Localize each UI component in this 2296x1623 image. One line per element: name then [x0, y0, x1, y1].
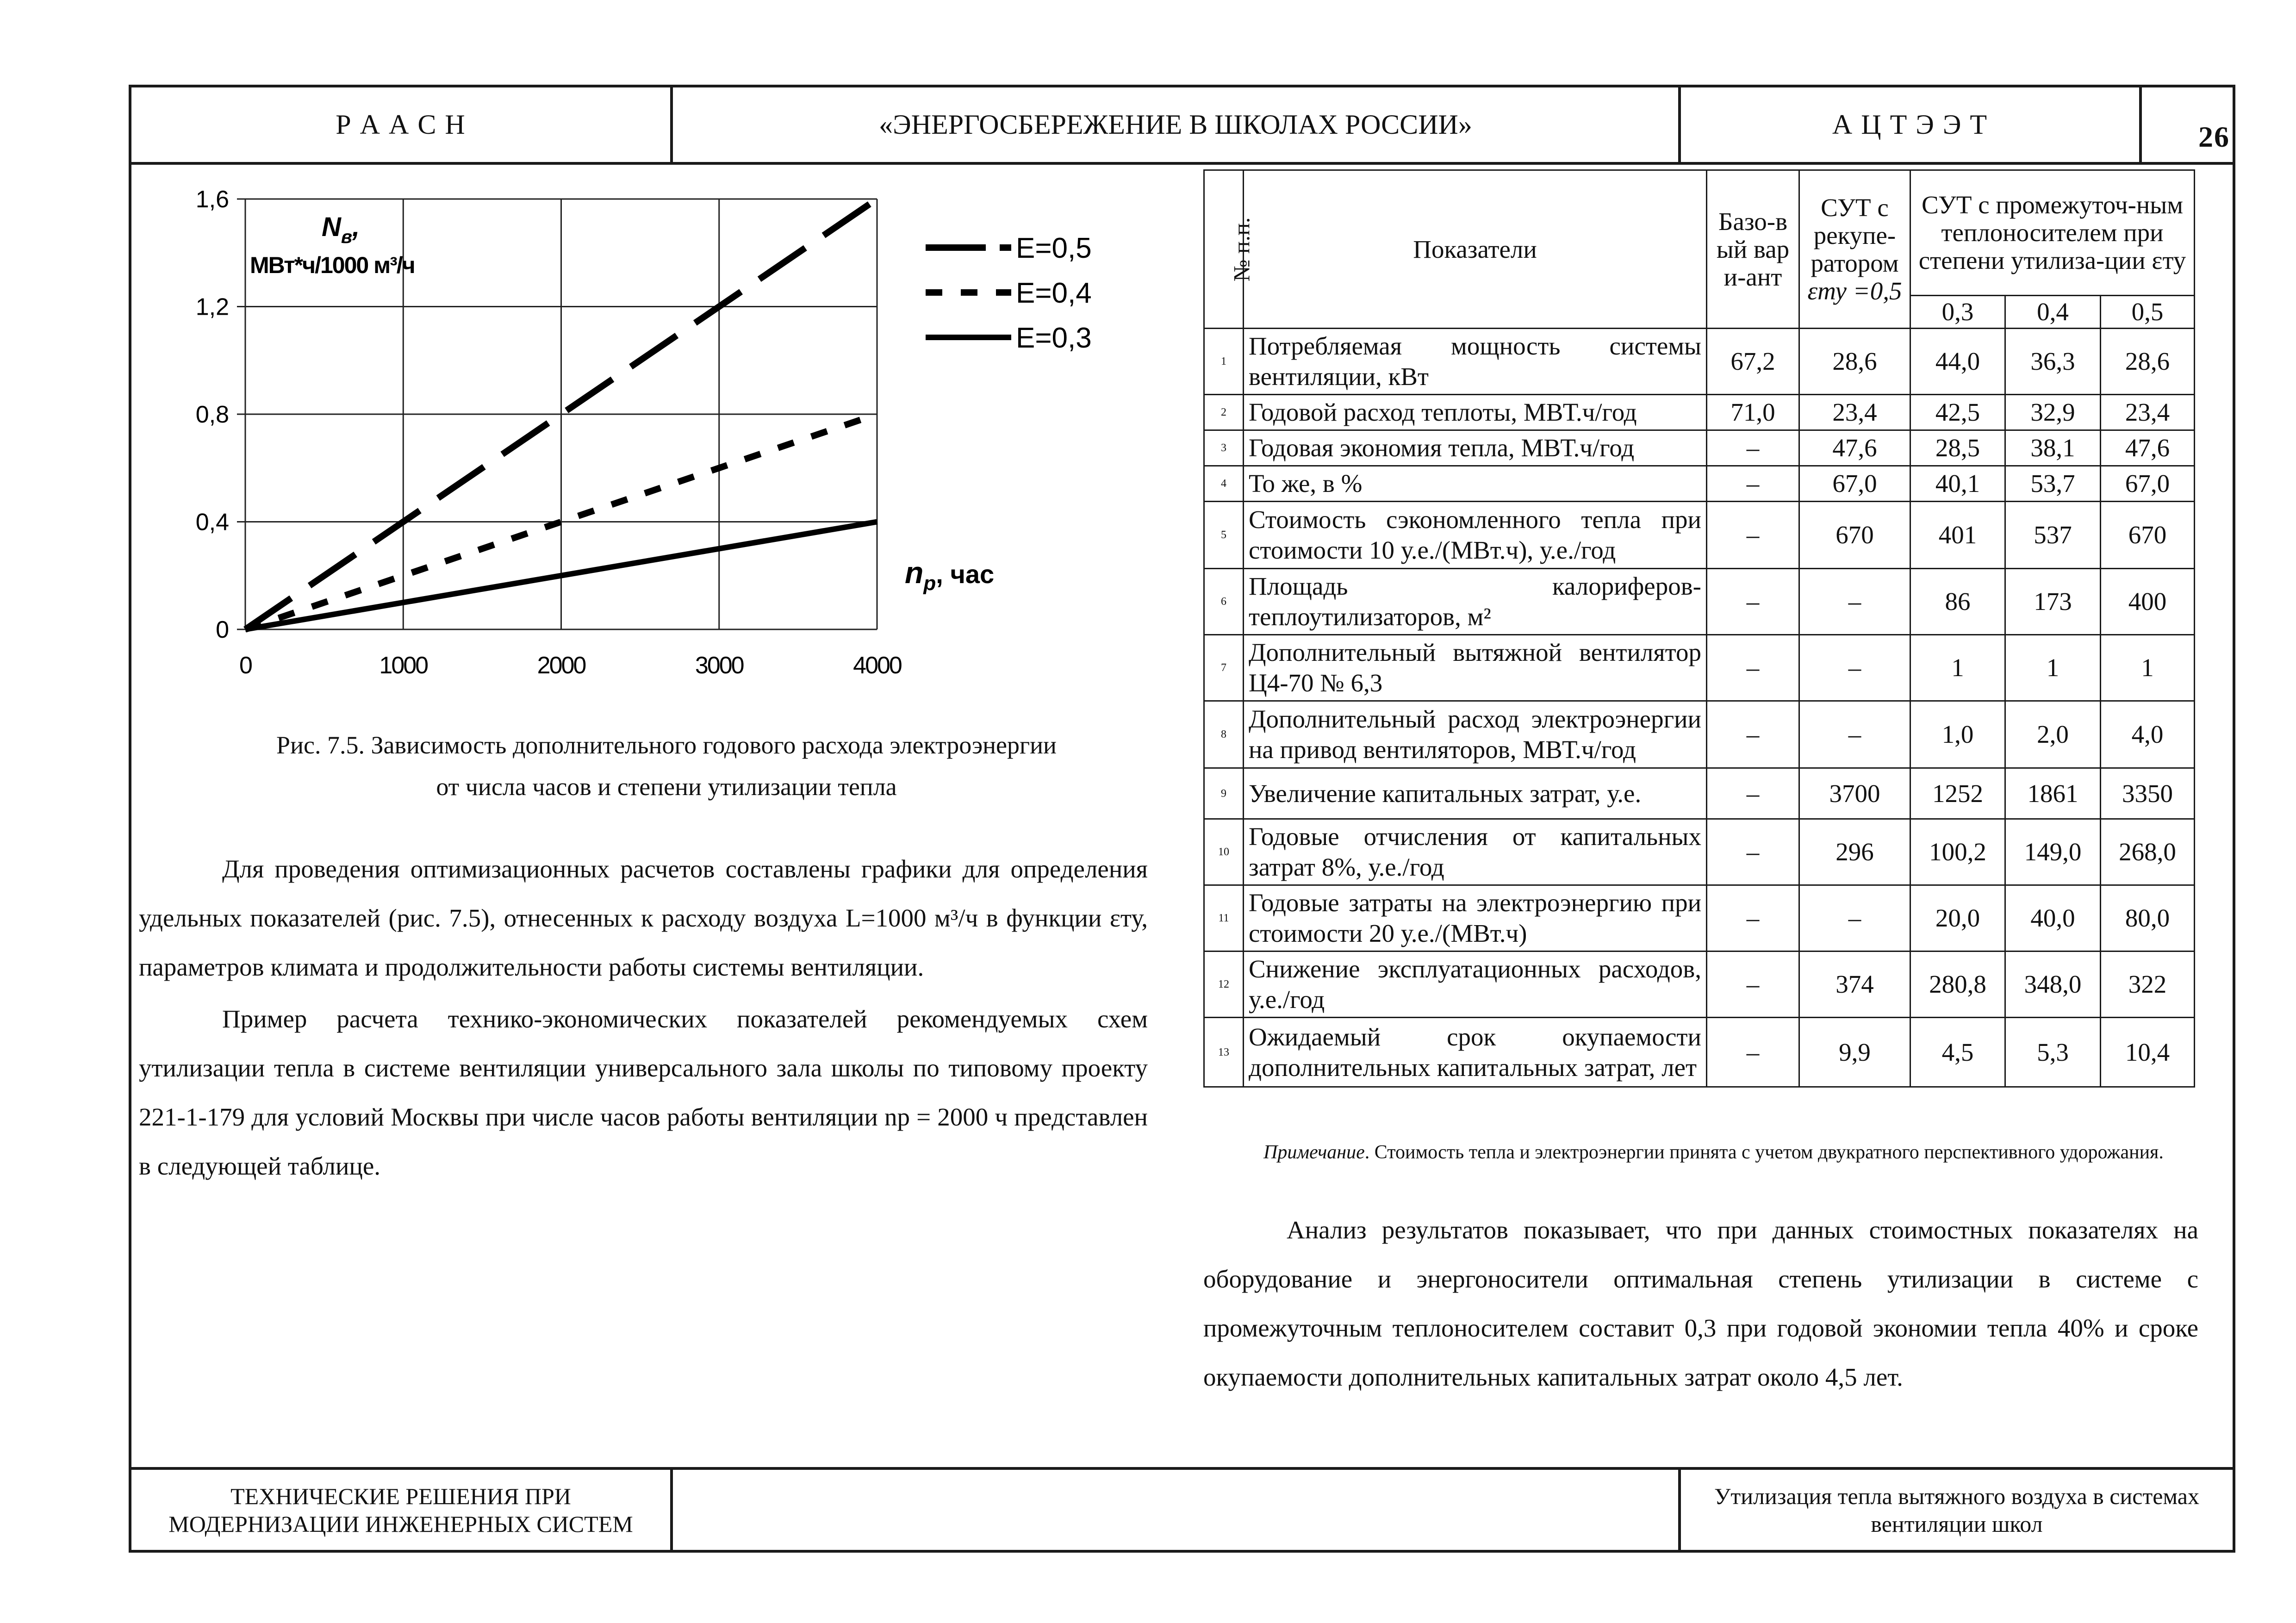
footer-center — [673, 1470, 1678, 1550]
table-row — [1204, 430, 2195, 466]
x-tick-label: 2000 — [537, 652, 585, 679]
row-recuperator: – — [1799, 885, 1910, 951]
legend-label-2: E=0,4 — [1016, 277, 1092, 309]
paragraph-1: Для проведения оптимизационных расчетов составлены графики для определения удельных показателей (рис. 7.5), отнесенных к расходу воздуха L=1000 м³/ч в функции εту, параметров климата и продолжительности работы системы вентиляции. — [139, 855, 1148, 981]
row-e04: 53,7 — [2005, 466, 2101, 502]
header-left: Р А А С Н — [336, 109, 466, 140]
table-row — [1204, 569, 2195, 635]
row-number: 4 — [1204, 466, 1244, 502]
row-base: – — [1707, 701, 1799, 768]
header-intermediate: СУТ с промежуточ-ным теплоносителем при степени утилиза-ции εту — [1910, 170, 2195, 296]
chart-legend — [926, 232, 1092, 354]
row-e04: 348,0 — [2005, 951, 2101, 1018]
table-row — [1204, 395, 2195, 430]
table-row — [1204, 701, 2195, 768]
row-e03: 1252 — [1910, 768, 2005, 819]
row-recuperator: 374 — [1799, 951, 1910, 1018]
row-e03: 28,5 — [1910, 430, 2005, 466]
note-text: . Стоимость тепла и электроэнергии принята с учетом двукратного перспективного удорожания. — [1364, 1142, 2164, 1163]
row-number: 9 — [1204, 768, 1244, 819]
table-row — [1204, 819, 2195, 885]
row-e05: 80,0 — [2101, 885, 2195, 951]
row-e05: 47,6 — [2101, 430, 2195, 466]
table-row — [1204, 466, 2195, 502]
table-row — [1204, 951, 2195, 1018]
row-indicator: Снижение эксплуатационных расходов, у.е./год — [1244, 951, 1707, 1018]
figure-caption-line1: Рис. 7.5. Зависимость дополнительного годового расхода электроэнергии — [276, 731, 1057, 759]
row-e03: 4,5 — [1910, 1018, 2005, 1087]
row-number: 2 — [1204, 395, 1244, 430]
row-base: – — [1707, 1018, 1799, 1087]
row-e04: 1 — [2005, 635, 2101, 701]
row-e05: 322 — [2101, 951, 2195, 1018]
y-tick-label: 1,6 — [195, 186, 229, 213]
header-base: Базо-вый вари-ант — [1707, 170, 1799, 329]
row-e03: 401 — [1910, 502, 2005, 569]
row-indicator: Площадь калориферов-теплоутилизаторов, м² — [1244, 569, 1707, 635]
y-tick-label: 0 — [216, 616, 229, 643]
row-base: – — [1707, 951, 1799, 1018]
row-base: – — [1707, 885, 1799, 951]
header-number: № п.п. — [1204, 170, 1244, 329]
row-e05: 670 — [2101, 502, 2195, 569]
x-tick-label: 0 — [239, 652, 251, 679]
table-note — [1203, 1134, 2198, 1171]
row-e05: 23,4 — [2101, 395, 2195, 430]
row-e04: 36,3 — [2005, 329, 2101, 395]
figure-caption — [139, 724, 1194, 808]
table-row — [1204, 885, 2195, 951]
table-row — [1204, 635, 2195, 701]
row-recuperator: 47,6 — [1799, 430, 1910, 466]
row-recuperator: – — [1799, 701, 1910, 768]
row-e05: 3350 — [2101, 768, 2195, 819]
row-e04: 149,0 — [2005, 819, 2101, 885]
row-indicator: Годовая экономия тепла, МВТ.ч/год — [1244, 430, 1707, 466]
row-e05: 268,0 — [2101, 819, 2195, 885]
row-number: 13 — [1204, 1018, 1244, 1087]
row-e05: 4,0 — [2101, 701, 2195, 768]
row-indicator: Дополнительный расход электроэнергии на привод вентиляторов, МВТ.ч/год — [1244, 701, 1707, 768]
row-base: – — [1707, 768, 1799, 819]
x-axis-label — [905, 555, 994, 595]
row-indicator: Дополнительный вытяжной вентилятор Ц4-70 № 6,3 — [1244, 635, 1707, 701]
y-tick-label: 0,8 — [195, 401, 229, 428]
y-tick-label: 1,2 — [195, 293, 229, 321]
row-e03: 100,2 — [1910, 819, 2005, 885]
left-text — [139, 845, 1148, 1191]
row-base: 67,2 — [1707, 329, 1799, 395]
row-base: – — [1707, 430, 1799, 466]
row-recuperator: 67,0 — [1799, 466, 1910, 502]
table-row — [1204, 768, 2195, 819]
footer-left: ТЕХНИЧЕСКИЕ РЕШЕНИЯ ПРИ МОДЕРНИЗАЦИИ ИНЖЕНЕРНЫХ СИСТЕМ — [168, 1483, 633, 1537]
row-e04: 32,9 — [2005, 395, 2101, 430]
row-indicator: Потребляемая мощность системы вентиляции, кВт — [1244, 329, 1707, 395]
row-number: 5 — [1204, 502, 1244, 569]
header-divider — [129, 162, 2235, 165]
indicators-table — [1203, 169, 2195, 1088]
row-base: – — [1707, 502, 1799, 569]
row-number: 12 — [1204, 951, 1244, 1018]
row-recuperator: – — [1799, 635, 1910, 701]
row-recuperator: 3700 — [1799, 768, 1910, 819]
footer-right: Утилизация тепла вытяжного воздуха в системах вентиляции школ — [1714, 1483, 2199, 1537]
row-number: 3 — [1204, 430, 1244, 466]
row-e03: 42,5 — [1910, 395, 2005, 430]
row-recuperator: 28,6 — [1799, 329, 1910, 395]
x-axis-units: , час — [936, 560, 995, 589]
row-recuperator: 9,9 — [1799, 1018, 1910, 1087]
line-chart — [167, 176, 1176, 708]
row-e03: 44,0 — [1910, 329, 2005, 395]
row-e04: 537 — [2005, 502, 2101, 569]
table-row — [1204, 329, 2195, 395]
legend-label-1: E=0,5 — [1016, 232, 1092, 264]
row-indicator: Увеличение капитальных затрат, у.е. — [1244, 768, 1707, 819]
row-e03: 280,8 — [1910, 951, 2005, 1018]
header-e03: 0,3 — [1910, 296, 2005, 329]
row-e03: 1,0 — [1910, 701, 2005, 768]
y-tick-label: 0,4 — [195, 509, 229, 536]
row-number: 1 — [1204, 329, 1244, 395]
row-e03: 20,0 — [1910, 885, 2005, 951]
row-e03: 1 — [1910, 635, 2005, 701]
table-row — [1204, 502, 2195, 569]
row-e04: 2,0 — [2005, 701, 2101, 768]
row-number: 8 — [1204, 701, 1244, 768]
x-tick-label: 1000 — [379, 652, 428, 679]
row-e05: 28,6 — [2101, 329, 2195, 395]
header-recuperator: СУТ с рекупе-ратором εту =0,5 — [1799, 170, 1910, 329]
row-base: – — [1707, 466, 1799, 502]
x-axis-subscript: p — [923, 572, 936, 595]
y-axis-label: $N_в$, — [322, 212, 360, 247]
page-number: 26 — [2198, 120, 2230, 153]
row-indicator: Годовые затраты на электроэнергию при стоимости 20 у.е./(МВт.ч) — [1244, 885, 1707, 951]
row-number: 10 — [1204, 819, 1244, 885]
row-base: – — [1707, 819, 1799, 885]
legend-label-3: E=0,3 — [1016, 322, 1092, 354]
row-e05: 400 — [2101, 569, 2195, 635]
row-indicator: То же, в % — [1244, 466, 1707, 502]
header-e04: 0,4 — [2005, 296, 2101, 329]
paragraph-2: Пример расчета технико-экономических показателей рекомендуемых схем утилизации тепла в системе вентиляции универсального зала школы по типовому проекту 221-1-179 для условий Москвы при числе часов работы вентиляции nр = 2000 ч представлен в следующей таблице. — [139, 1005, 1148, 1180]
row-base: – — [1707, 635, 1799, 701]
y-axis-symbol: N — [322, 212, 341, 242]
row-number: 6 — [1204, 569, 1244, 635]
note-label: Примечание — [1263, 1142, 1365, 1163]
header-recuperator-eps: εту =0,5 — [1807, 276, 1902, 305]
row-e05: 1 — [2101, 635, 2195, 701]
row-indicator: Стоимость сэкономленного тепла при стоимости 10 у.е./(МВт.ч), у.е./год — [1244, 502, 1707, 569]
row-indicator: Ожидаемый срок окупаемости дополнительных капитальных затрат, лет — [1244, 1018, 1707, 1087]
header-right: А Ц Т Э Э Т — [1832, 109, 1988, 140]
row-base: – — [1707, 569, 1799, 635]
header-e05: 0,5 — [2101, 296, 2195, 329]
row-base: 71,0 — [1707, 395, 1799, 430]
row-e04: 173 — [2005, 569, 2101, 635]
figure-caption-line2: от числа часов и степени утилизации тепла — [436, 773, 897, 801]
y-axis-units: МВт*ч/1000 м³/ч — [250, 252, 415, 278]
row-recuperator: 670 — [1799, 502, 1910, 569]
row-recuperator: 296 — [1799, 819, 1910, 885]
x-axis-symbol: n — [905, 555, 924, 590]
row-e05: 67,0 — [2101, 466, 2195, 502]
row-e04: 40,0 — [2005, 885, 2101, 951]
row-e04: 5,3 — [2005, 1018, 2101, 1087]
x-tick-label: 3000 — [695, 652, 743, 679]
header-indicator: Показатели — [1244, 170, 1707, 329]
row-indicator: Годовые отчисления от капитальных затрат 8%, у.е./год — [1244, 819, 1707, 885]
x-tick-label: 4000 — [853, 652, 901, 679]
row-number: 11 — [1204, 885, 1244, 951]
row-indicator: Годовой расход теплоты, МВТ.ч/год — [1244, 395, 1707, 430]
header-center: «ЭНЕРГОСБЕРЕЖЕНИЕ В ШКОЛАХ РОССИИ» — [879, 109, 1472, 140]
row-e04: 38,1 — [2005, 430, 2101, 466]
analysis-text: Анализ результатов показывает, что при данных стоимостных показателях на оборудование и энергоносители оптимальная степень утилизации в системе с промежуточным теплоносителем составит 0,3 при годовой экономии тепла 40% и сроке окупаемости дополнительных капитальных затрат около 4,5 лет. — [1203, 1216, 2198, 1391]
row-number: 7 — [1204, 635, 1244, 701]
row-recuperator: 23,4 — [1799, 395, 1910, 430]
row-e04: 1861 — [2005, 768, 2101, 819]
table-row — [1204, 1018, 2195, 1087]
row-e05: 10,4 — [2101, 1018, 2195, 1087]
y-axis-subscript: в — [341, 227, 353, 247]
row-e03: 86 — [1910, 569, 2005, 635]
row-e03: 40,1 — [1910, 466, 2005, 502]
row-recuperator: – — [1799, 569, 1910, 635]
